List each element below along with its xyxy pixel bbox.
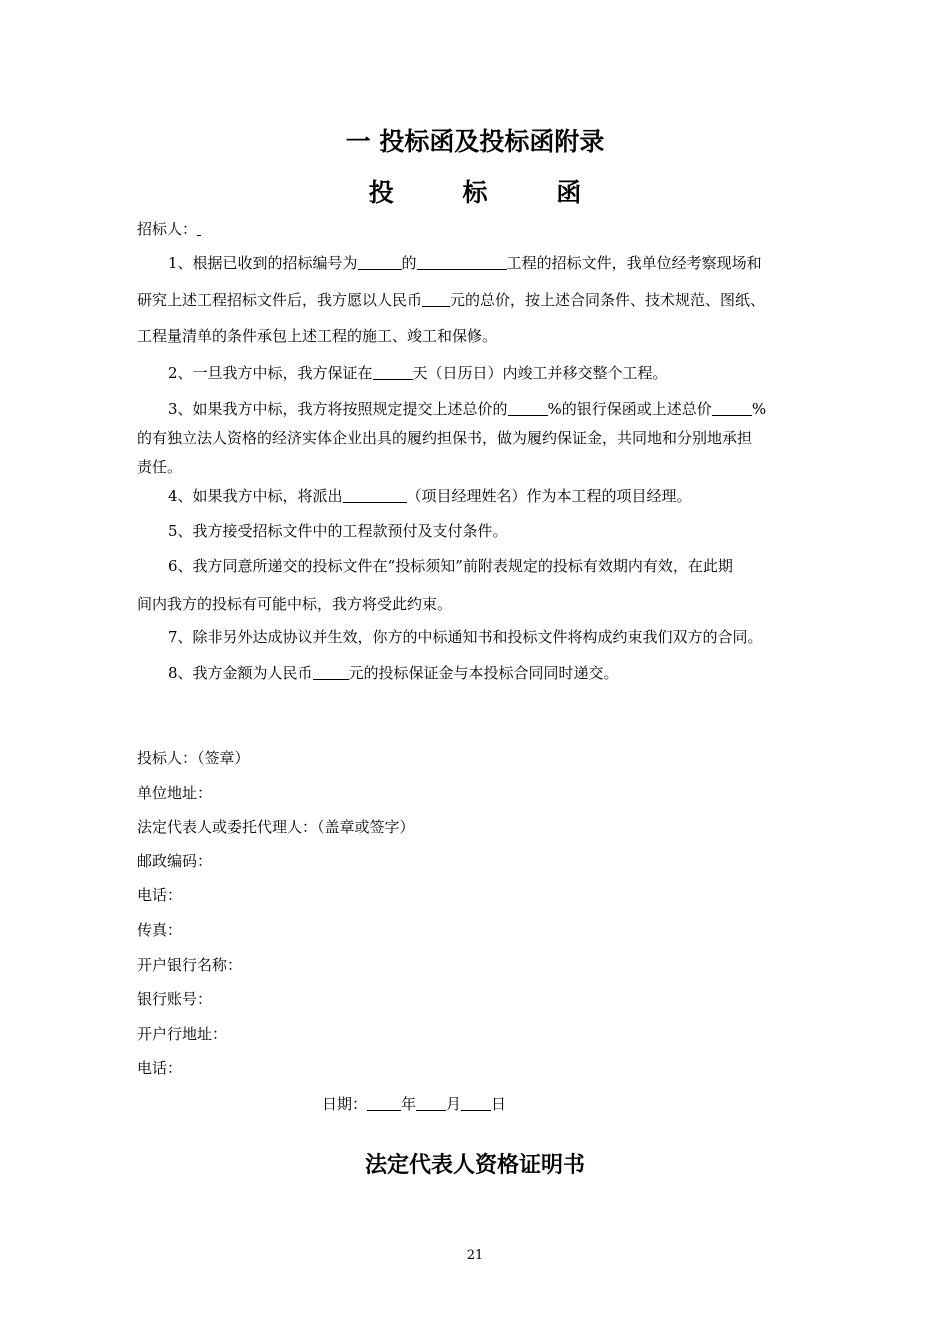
item-1-line-1: [168, 252, 762, 274]
page-title: 一 投标函及投标函附录: [345, 127, 605, 156]
bid-number-blank: [358, 254, 402, 270]
item-4-line: [168, 485, 692, 507]
item-3-line-2: 的有独立法人资格的经济实体企业出具的履约担保书，做为履约保证金，共同地和分别地承担: [137, 429, 753, 447]
date-line: [322, 1093, 506, 1115]
deposit-amount-blank: [313, 664, 349, 680]
item-5-line: 5、我方接受招标文件中的工程款预付及支付条件。: [168, 522, 508, 540]
item-4-text-a: 4、如果我方中标，将派出: [168, 487, 343, 505]
date-label: 日期：: [322, 1095, 368, 1113]
item-8-text-a: 8、我方金额为人民币: [168, 664, 313, 682]
address-field: 单位地址：: [137, 784, 213, 802]
bidder-field: 投标人：（签章）: [137, 749, 250, 767]
item-3-text-b: %的银行保函或上述总价: [547, 400, 712, 418]
bank-address-field: 开户行地址：: [137, 1025, 228, 1043]
days-blank: [373, 364, 413, 380]
item-1-text-a: 1、根据已收到的招标编号为: [168, 254, 358, 272]
year-blank: [367, 1095, 401, 1111]
representative-field: 法定代表人或委托代理人：（盖章或签字）: [137, 818, 415, 836]
item-3-text-a: 3、如果我方中标，我方将按照规定提交上述总价的: [168, 400, 508, 418]
month-label: 月: [446, 1095, 462, 1113]
year-label: 年: [401, 1095, 417, 1113]
item-3-line-3: 责任。: [137, 458, 183, 476]
item-1-text-e: 元的总价，按上述合同条件、技术规范、图纸、: [450, 291, 766, 309]
bank-account-field: 银行账号：: [137, 990, 213, 1008]
recipient-label: 招标人：: [137, 220, 198, 238]
manager-name-blank: [343, 487, 407, 503]
item-2-text-b: 天（日历日）内竣工并移交整个工程。: [412, 364, 668, 382]
item-7-line: 7、除非另外达成协议并生效，你方的中标通知书和投标文件将构成约束我们双方的合同。: [168, 628, 763, 646]
guarantee-percent-blank: [508, 400, 548, 416]
section-title: 投 标 函: [368, 178, 612, 207]
project-name-blank: [417, 254, 507, 270]
bank-name-field: 开户银行名称：: [137, 956, 243, 974]
item-1-line-3: 工程量清单的条件承包上述工程的施工、竣工和保修。: [137, 327, 498, 345]
recipient-blank: [197, 220, 201, 236]
postcode-field: 邮政编码：: [137, 852, 213, 870]
item-2-text-a: 2、一旦我方中标，我方保证在: [168, 364, 373, 382]
item-1-text-d: 研究上述工程招标文件后，我方愿以人民币: [137, 291, 423, 309]
next-section-title: 法定代表人资格证明书: [364, 1153, 585, 1178]
page-number: 21: [466, 1248, 484, 1263]
item-4-text-b: （项目经理姓名）作为本工程的项目经理。: [406, 487, 692, 505]
bank-phone-field: 电话：: [137, 1059, 183, 1077]
item-1-text-c: 工程的招标文件，我单位经考察现场和: [506, 254, 762, 272]
item-1-text-b: 的: [401, 254, 417, 272]
item-6-line-1: 6、我方同意所递交的投标文件在“投标须知”前附表规定的投标有效期内有效，在此期: [168, 557, 733, 575]
item-3-text-c: %: [751, 400, 767, 418]
bond-percent-blank: [712, 400, 752, 416]
day-blank: [461, 1095, 491, 1111]
item-1-line-2: [137, 289, 765, 311]
item-6-line-2: 间内我方的投标有可能中标，我方将受此约束。: [137, 595, 453, 613]
recipient-line: [137, 218, 201, 240]
item-8-text-b: 元的投标保证金与本投标合同同时递交。: [348, 664, 619, 682]
month-blank: [416, 1095, 446, 1111]
item-8-line: [168, 662, 619, 684]
item-3-line-1: [168, 398, 766, 420]
total-price-blank: [422, 291, 450, 307]
day-label: 日: [491, 1095, 507, 1113]
phone-field: 电话：: [137, 886, 183, 904]
item-2-line: [168, 362, 668, 384]
fax-field: 传真：: [137, 921, 183, 939]
